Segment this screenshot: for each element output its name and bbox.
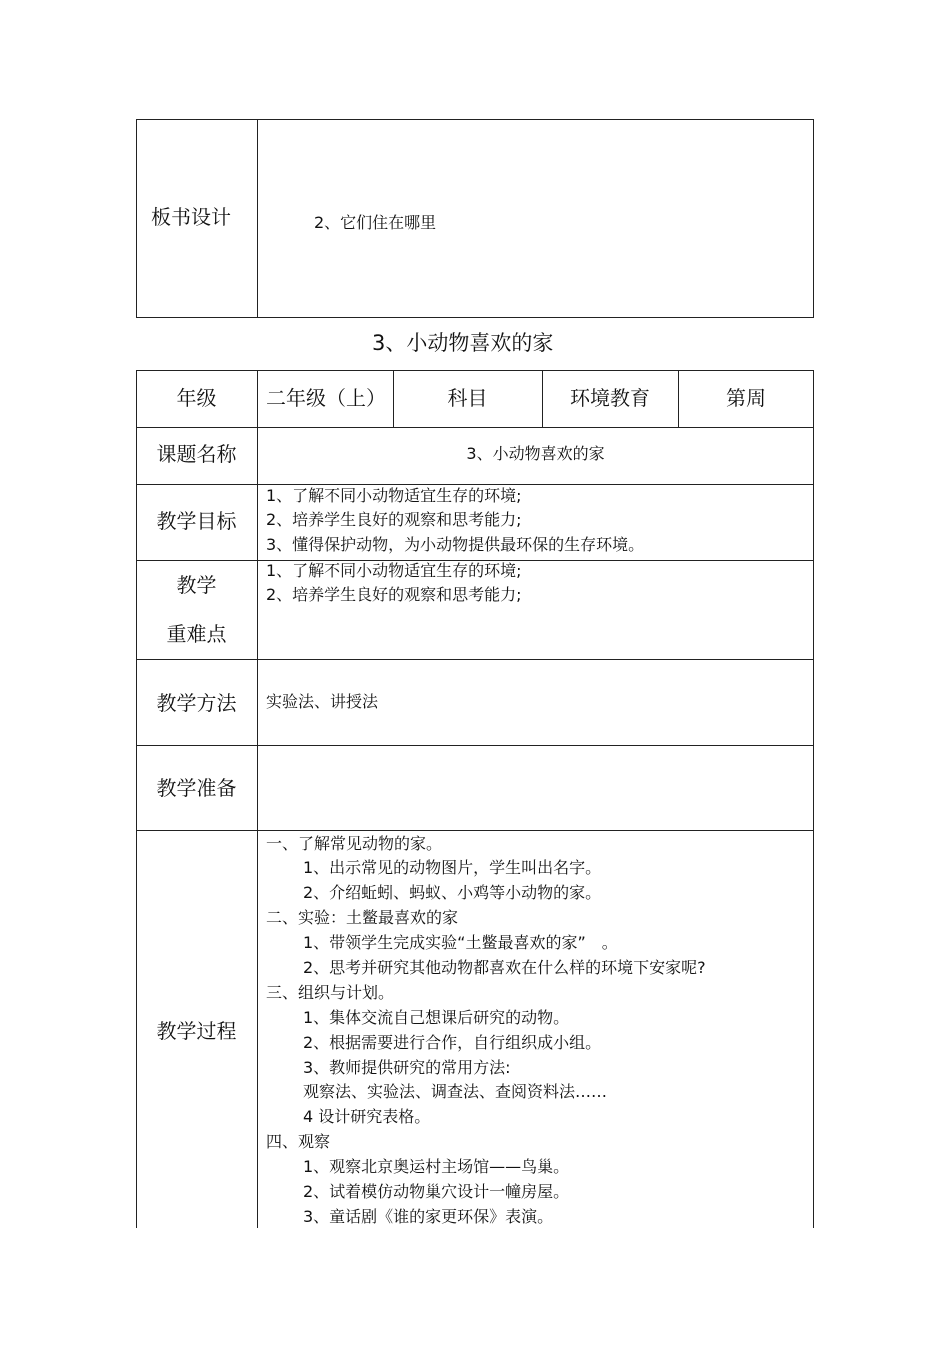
key-point-item: 2、培养学生良好的观察和思考能力; xyxy=(266,585,522,604)
board-design-divider xyxy=(257,119,258,318)
process-line: 一、了解常见动物的家。 xyxy=(266,834,443,853)
board-design-table xyxy=(136,119,814,318)
topic-value: 3、小动物喜欢的家 xyxy=(466,444,605,463)
board-design-content: 2、它们住在哪里 xyxy=(314,213,437,232)
row-separator xyxy=(136,484,814,485)
process-line: 1、观察北京奥运村主场馆——鸟巢。 xyxy=(303,1157,570,1176)
label-column-divider xyxy=(257,370,258,1228)
process-label: 教学过程 xyxy=(156,1019,237,1043)
key-point-item: 1、了解不同小动物适宜生存的环境; xyxy=(266,561,522,580)
row-separator xyxy=(136,830,814,831)
topic-label: 课题名称 xyxy=(156,442,237,466)
goals-label: 教学目标 xyxy=(156,509,237,533)
process-line: 四、观察 xyxy=(266,1132,331,1151)
key-points-label-line1: 教学 xyxy=(176,573,217,597)
process-line: 1、出示常见的动物图片，学生叫出名字。 xyxy=(303,858,602,877)
process-line: 1、带领学生完成实验“土鳖最喜欢的家” 。 xyxy=(303,933,618,952)
process-line: 三、组织与计划。 xyxy=(266,983,395,1002)
method-value: 实验法、讲授法 xyxy=(266,692,379,711)
process-line: 4 设计研究表格。 xyxy=(303,1107,431,1126)
process-line: 2、试着模仿动物巢穴设计一幢房屋。 xyxy=(303,1182,570,1201)
goal-item: 3、懂得保护动物，为小动物提供最环保的生存环境。 xyxy=(266,535,645,554)
process-line: 3、教师提供研究的常用方法: xyxy=(303,1058,511,1077)
process-line: 2、介绍蚯蚓、蚂蚁、小鸡等小动物的家。 xyxy=(303,883,602,902)
goal-item: 2、培养学生良好的观察和思考能力; xyxy=(266,510,522,529)
week-label: 第周 xyxy=(726,386,766,410)
process-line: 3、童话剧《谁的家更环保》表演。 xyxy=(303,1207,554,1226)
board-design-label: 板书设计 xyxy=(151,205,231,229)
subject-value: 环境教育 xyxy=(570,386,650,410)
process-line: 1、集体交流自己想课后研究的动物。 xyxy=(303,1008,570,1027)
lesson-title: 3、小动物喜欢的家 xyxy=(372,331,554,355)
subject-label: 科目 xyxy=(447,386,488,410)
row-separator xyxy=(136,745,814,746)
row-separator xyxy=(136,659,814,660)
grade-value: 二年级（上） xyxy=(266,386,386,410)
prep-label: 教学准备 xyxy=(156,776,237,800)
process-line: 2、根据需要进行合作，自行组织成小组。 xyxy=(303,1033,602,1052)
process-line: 观察法、实验法、调查法、查阅资料法…… xyxy=(303,1082,608,1101)
method-label: 教学方法 xyxy=(156,691,237,715)
key-points-label-line2: 重难点 xyxy=(166,622,227,646)
row-separator xyxy=(136,427,814,428)
goal-item: 1、了解不同小动物适宜生存的环境; xyxy=(266,486,522,505)
grade-label: 年级 xyxy=(176,386,217,410)
process-line: 2、思考并研究其他动物都喜欢在什么样的环境下安家呢? xyxy=(303,958,706,977)
process-line: 二、实验：土鳖最喜欢的家 xyxy=(266,908,459,927)
